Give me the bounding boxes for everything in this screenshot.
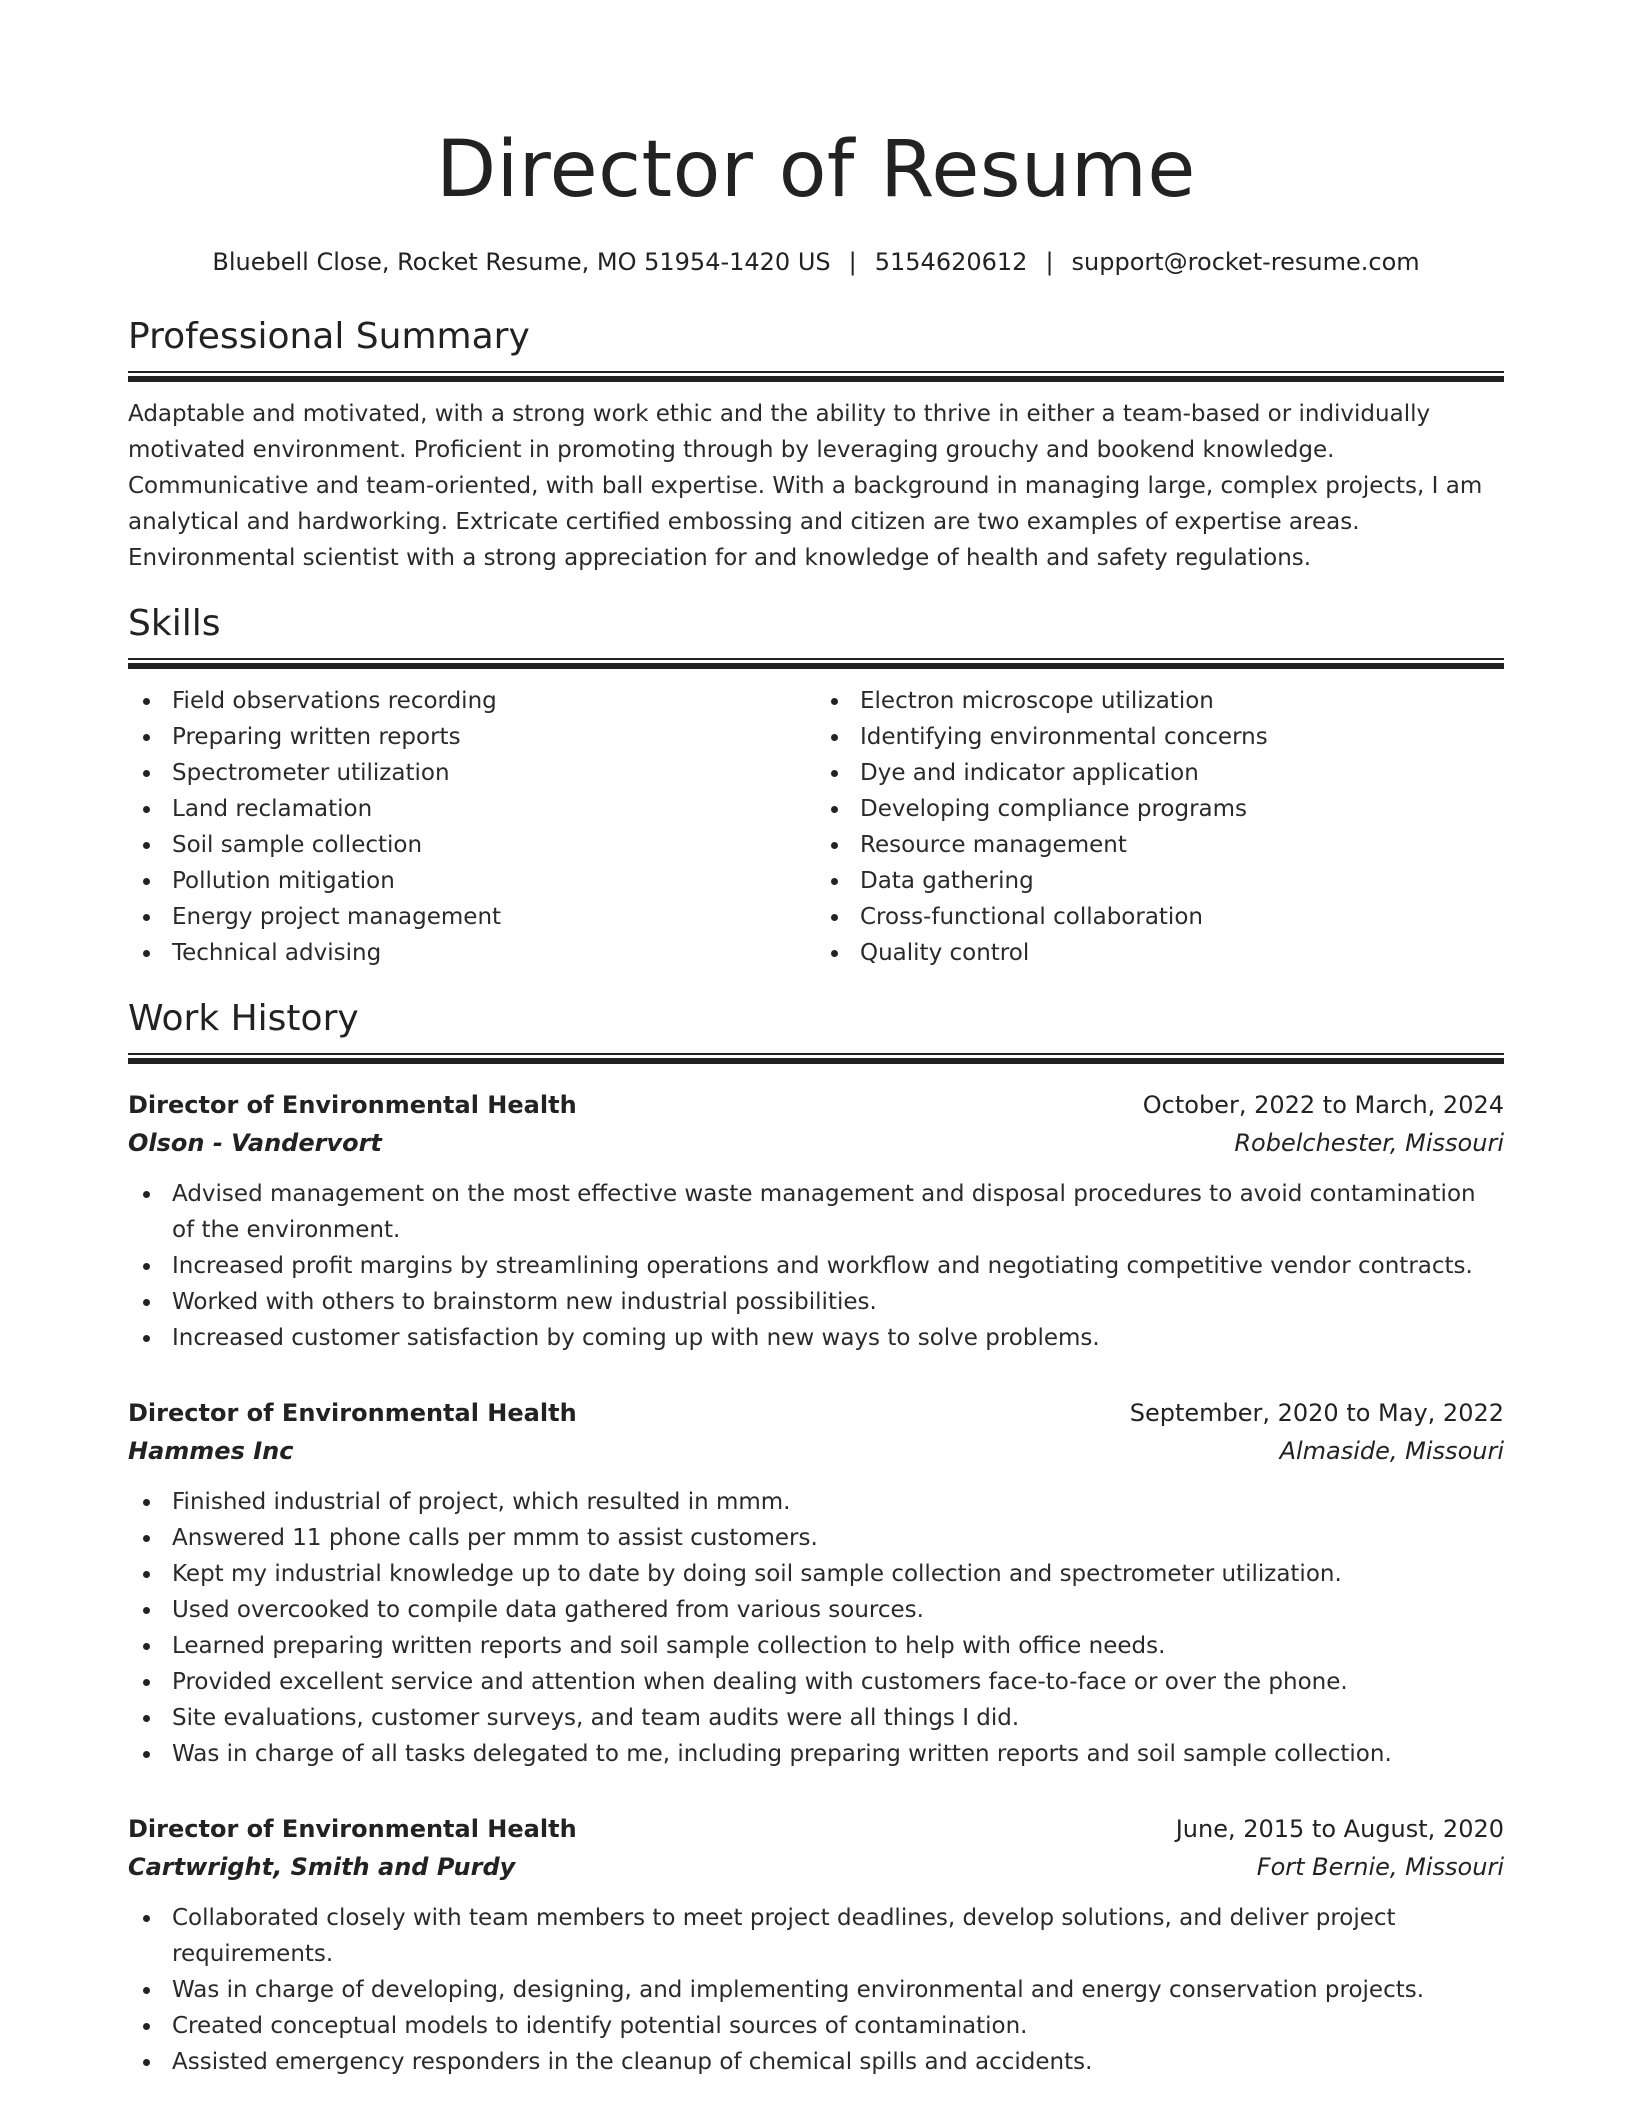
skill-item: Field observations recording xyxy=(172,683,816,719)
job-title: Director of Environmental Health xyxy=(128,1399,577,1427)
job-entry xyxy=(128,1394,1504,1772)
skills-list-right xyxy=(816,683,1504,971)
job-header-row xyxy=(128,1394,1504,1432)
skill-item: Land reclamation xyxy=(172,791,816,827)
skills-section xyxy=(128,600,1504,971)
contact-separator: | xyxy=(1045,248,1054,276)
skill-item: Data gathering xyxy=(860,863,1504,899)
job-bullets xyxy=(128,1484,1504,1772)
skill-item: Technical advising xyxy=(172,935,816,971)
job-header-row xyxy=(128,1086,1504,1124)
contact-line xyxy=(128,246,1504,278)
work-history-section xyxy=(128,995,1504,2080)
contact-address: Bluebell Close, Rocket Resume, MO 51954-1420 US xyxy=(212,248,831,276)
skill-item: Resource management xyxy=(860,827,1504,863)
job-bullet: Created conceptual models to identify potential sources of contamination. xyxy=(172,2008,1504,2044)
job-bullet: Advised management on the most effective waste management and disposal procedures to avoid contamination of the environment. xyxy=(172,1176,1504,1248)
job-title: Director of Environmental Health xyxy=(128,1091,577,1119)
job-bullet: Learned preparing written reports and soil sample collection to help with office needs. xyxy=(172,1628,1504,1664)
skill-item: Dye and indicator application xyxy=(860,755,1504,791)
section-divider xyxy=(128,1053,1504,1064)
skills-heading: Skills xyxy=(128,603,221,644)
job-company: Hammes Inc xyxy=(128,1437,294,1465)
job-bullet: Increased profit margins by streamlining operations and workflow and negotiating competitive vendor contracts. xyxy=(172,1248,1504,1284)
job-employer-row xyxy=(128,1124,1504,1162)
job-title: Director of Environmental Health xyxy=(128,1815,577,1843)
job-bullet: Site evaluations, customer surveys, and team audits were all things I did. xyxy=(172,1700,1504,1736)
job-bullet: Was in charge of developing, designing, and implementing environmental and energy conservation projects. xyxy=(172,1972,1504,2008)
skill-item: Preparing written reports xyxy=(172,719,816,755)
skill-item: Cross-functional collaboration xyxy=(860,899,1504,935)
contact-separator: | xyxy=(848,248,857,276)
job-header-row xyxy=(128,1810,1504,1848)
job-bullet: Increased customer satisfaction by coming up with new ways to solve problems. xyxy=(172,1320,1504,1356)
skill-item: Pollution mitigation xyxy=(172,863,816,899)
job-location: Almaside, Missouri xyxy=(1279,1437,1504,1465)
summary-text: Adaptable and motivated, with a strong work ethic and the ability to thrive in either a team-based or individually motivated environment. Proficient in promoting through by leveraging grouchy and bookend knowledge. Communicative and team-oriented, with ball expertise. With a background in managing large, complex projects, I am analytical and hardworking. Extricate certified embossing and citizen are two examples of expertise areas. Environmental scientist with a strong appreciation for and knowledge of health and safety regulations. xyxy=(128,401,1483,571)
job-bullet: Provided excellent service and attention when dealing with customers face-to-face or over the phone. xyxy=(172,1664,1504,1700)
skill-item: Identifying environmental concerns xyxy=(860,719,1504,755)
job-bullet: Collaborated closely with team members to meet project deadlines, develop solutions, and deliver project requirements. xyxy=(172,1900,1504,1972)
contact-phone: 5154620612 xyxy=(874,248,1028,276)
job-company: Olson - Vandervort xyxy=(128,1129,382,1157)
job-company: Cartwright, Smith and Purdy xyxy=(128,1853,516,1881)
candidate-name: Director of Resume xyxy=(436,125,1196,215)
job-bullets xyxy=(128,1176,1504,1356)
job-entry xyxy=(128,1086,1504,1356)
skills-list-left xyxy=(128,683,816,971)
summary-section xyxy=(128,313,1504,576)
skill-item: Soil sample collection xyxy=(172,827,816,863)
job-location: Fort Bernie, Missouri xyxy=(1256,1853,1504,1881)
job-employer-row xyxy=(128,1848,1504,1886)
skills-columns xyxy=(128,683,1504,971)
job-dates: June, 2015 to August, 2020 xyxy=(1175,1815,1504,1843)
summary-heading: Professional Summary xyxy=(128,316,530,357)
skill-item: Developing compliance programs xyxy=(860,791,1504,827)
skill-item: Electron microscope utilization xyxy=(860,683,1504,719)
job-bullet: Finished industrial of project, which resulted in mmm. xyxy=(172,1484,1504,1520)
job-bullet: Worked with others to brainstorm new industrial possibilities. xyxy=(172,1284,1504,1320)
job-dates: September, 2020 to May, 2022 xyxy=(1129,1399,1504,1427)
job-employer-row xyxy=(128,1432,1504,1470)
job-bullet: Answered 11 phone calls per mmm to assist customers. xyxy=(172,1520,1504,1556)
section-divider xyxy=(128,658,1504,669)
job-bullets xyxy=(128,1900,1504,2080)
job-bullet: Kept my industrial knowledge up to date by doing soil sample collection and spectrometer utilization. xyxy=(172,1556,1504,1592)
skill-item: Energy project management xyxy=(172,899,816,935)
job-bullet: Was in charge of all tasks delegated to me, including preparing written reports and soil sample collection. xyxy=(172,1736,1504,1772)
skill-item: Spectrometer utilization xyxy=(172,755,816,791)
job-bullet: Assisted emergency responders in the cleanup of chemical spills and accidents. xyxy=(172,2044,1504,2080)
work-history-heading: Work History xyxy=(128,998,359,1039)
job-dates: October, 2022 to March, 2024 xyxy=(1142,1091,1504,1119)
skill-item: Quality control xyxy=(860,935,1504,971)
job-entry xyxy=(128,1810,1504,2080)
section-divider xyxy=(128,371,1504,382)
job-bullet: Used overcooked to compile data gathered from various sources. xyxy=(172,1592,1504,1628)
job-location: Robelchester, Missouri xyxy=(1234,1129,1504,1157)
contact-email: support@rocket-resume.com xyxy=(1071,248,1420,276)
